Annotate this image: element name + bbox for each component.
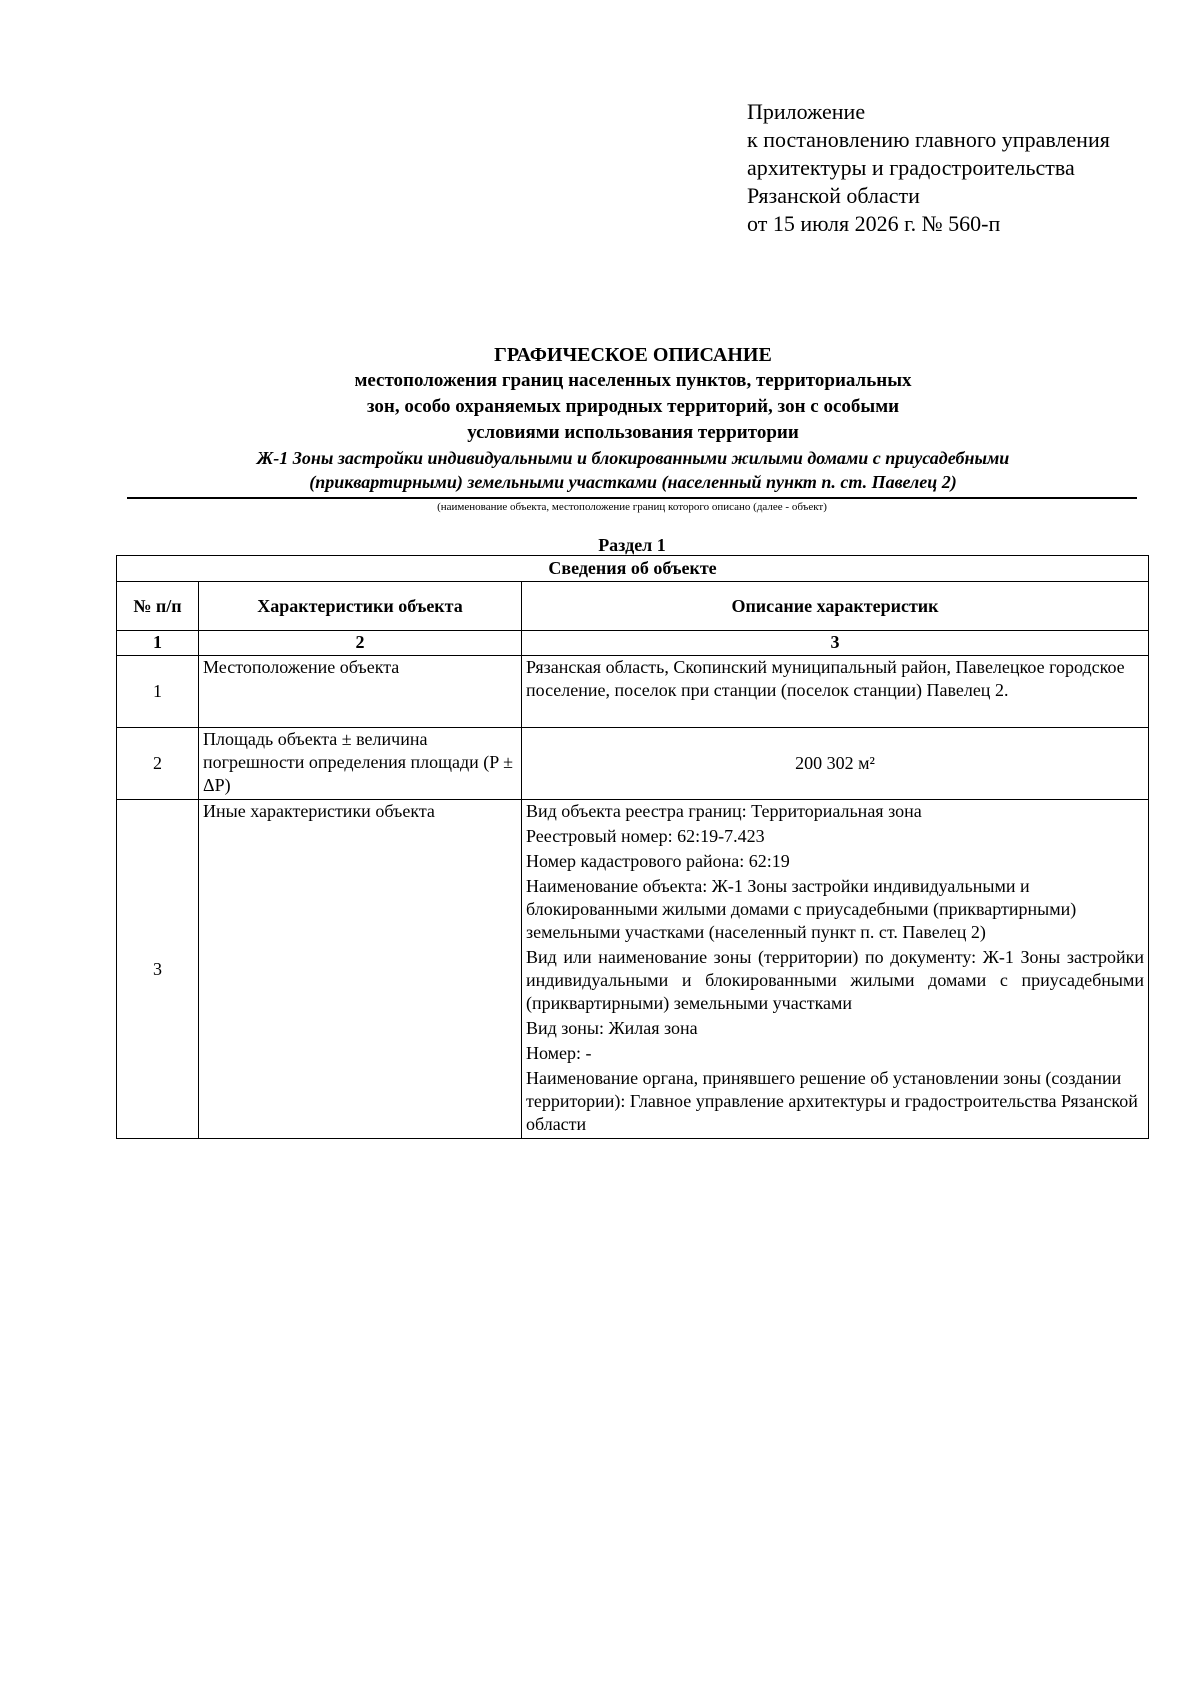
column-header-desc: Описание характеристик	[522, 582, 1149, 631]
table-header: Сведения об объекте	[117, 556, 1149, 582]
object-info-table	[116, 555, 1149, 1139]
appendix-line: от 15 июля 2026 г. № 560-п	[747, 211, 1001, 236]
object-name-caption: (наименование объекта, местоположение границ которого описано (далее - объект)	[437, 501, 827, 513]
appendix-line: к постановлению главного управления	[747, 127, 1110, 152]
appendix-line: Рязанской области	[747, 183, 920, 208]
column-header-row	[117, 582, 1149, 631]
column-number: 2	[199, 631, 522, 656]
column-number: 1	[117, 631, 199, 656]
object-name-line: Ж-1 Зоны застройки индивидуальными и блокированными жилыми домами с приусадебными	[256, 448, 1010, 468]
row-number: 2	[117, 728, 199, 800]
row-number: 1	[117, 656, 199, 728]
column-header-num: № п/п	[117, 582, 199, 631]
table-row	[117, 656, 1149, 728]
row-characteristic: Местоположение объекта	[199, 656, 522, 728]
appendix-line: архитектуры и градостроительства	[747, 155, 1075, 180]
description-item: Наименование объекта: Ж-1 Зоны застройки индивидуальными и блокированными жилыми домами с приусадебными (приквартирными) земельными участками (населенный пункт п. ст. Павелец 2)	[526, 876, 1077, 942]
appendix-line: Приложение	[747, 99, 866, 124]
description-item: Реестровый номер: 62:19-7.423	[526, 826, 765, 846]
row-description: Рязанская область, Скопинский муниципальный район, Павелецкое городское поселение, поселок при станции (поселок станции) Павелец 2.	[522, 656, 1149, 728]
column-number-row	[117, 631, 1149, 656]
description-item: Наименование органа, принявшего решение об установлении зоны (создании территории): Главное управление архитектуры и градостроительства Рязанской области	[526, 1068, 1138, 1134]
column-number: 3	[522, 631, 1149, 656]
description-item: Вид или наименование зоны (территории) по документу: Ж-1 Зоны застройки индивидуальными и блокированными жилыми домами с приусадебными (приквартирными) земельными участками	[526, 947, 1145, 1013]
section-title: Раздел 1	[598, 535, 666, 555]
row-description: 200 302 м²	[522, 728, 1149, 800]
object-name-underline	[127, 497, 1137, 499]
document-subtitle-line: местоположения границ населенных пунктов, территориальных	[354, 370, 912, 391]
row-description-list	[522, 800, 1149, 1139]
description-item: Номер: -	[526, 1043, 592, 1063]
row-characteristic: Площадь объекта ± величина погрешности определения площади (P ± ΔP)	[199, 728, 522, 800]
document-title: ГРАФИЧЕСКОЕ ОПИСАНИЕ	[494, 344, 772, 366]
table-row	[117, 728, 1149, 800]
object-name-line: (приквартирными) земельными участками (населенный пункт п. ст. Павелец 2)	[309, 472, 957, 492]
description-item: Вид зоны: Жилая зона	[526, 1018, 698, 1038]
row-number: 3	[117, 800, 199, 1139]
description-item: Номер кадастрового района: 62:19	[526, 851, 790, 871]
document-subtitle-line: условиями использования территории	[467, 422, 799, 443]
title-block	[118, 342, 1148, 494]
appendix-block	[747, 98, 1167, 238]
row-characteristic: Иные характеристики объекта	[199, 800, 522, 1139]
table-row	[117, 800, 1149, 1139]
column-header-char: Характеристики объекта	[199, 582, 522, 631]
document-subtitle-line: зон, особо охраняемых природных территорий, зон с особыми	[366, 396, 900, 417]
description-item: Вид объекта реестра границ: Территориальная зона	[526, 801, 922, 821]
